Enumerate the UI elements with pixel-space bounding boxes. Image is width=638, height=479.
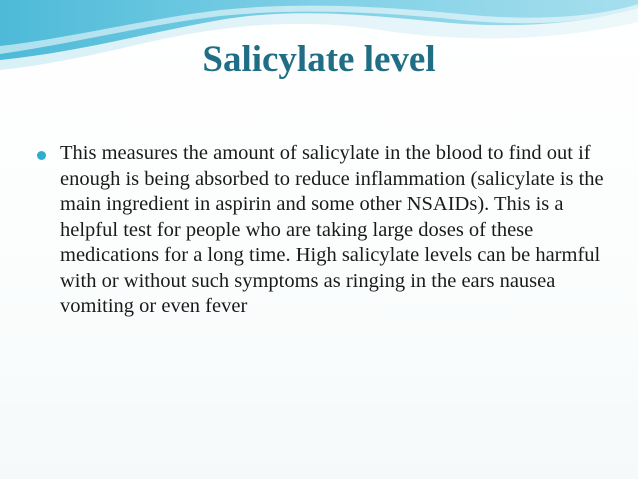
- bullet-text: This measures the amount of salicylate in the blood to find out if enough is being absorbed to reduce inflammation (salicylate is the main ingredient in aspirin and some other NSAIDs). This is a helpful test for people who are taking large doses of these medications for a long time. High salicylate levels can be harmful with or without such symptoms as ringing in the ears nausea vomiting or even fever: [60, 142, 604, 317]
- bullet-item: [38, 141, 610, 320]
- filled-circle-bullet-icon: [37, 151, 46, 160]
- slide-title: Salicylate level: [202, 39, 436, 80]
- slide-body: [38, 141, 610, 320]
